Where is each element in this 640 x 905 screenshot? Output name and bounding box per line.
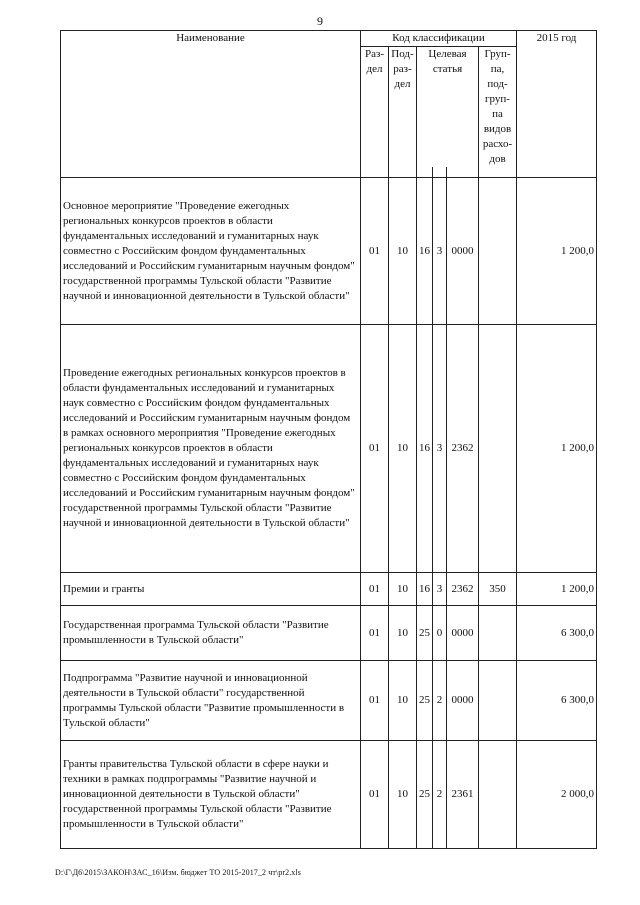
table-row (61, 573, 597, 606)
row-amount: 1 200,0 (517, 325, 597, 573)
cs-subcol-1 (417, 167, 433, 178)
header-year: 2015 год (517, 31, 597, 178)
budget-table (60, 30, 597, 849)
row-podrazdel: 10 (389, 741, 417, 849)
cs-subcol-2 (433, 167, 447, 178)
row-cs3: 0000 (447, 661, 479, 741)
row-vid (479, 606, 517, 661)
header-podrazdel: Под- раз- дел (389, 47, 417, 178)
row-name: Проведение ежегодных региональных конкурсов проектов в области фундаментальных исследований и гуманитарных наук совместно с Российским фондом фундаментальных исследований и Российским гуманитарным научным фондом в рамках основного мероприятия "Проведение ежегодных региональных конкурсов проектов в области фундаментальных исследований и гуманитарных наук совместно с Российским фондом фундаментальных исследований и Российским гуманитарным научным фондом" государственной программы Тульской области "Развитие научной и инновационной деятельности в Тульской области" (61, 325, 361, 573)
row-name: Государственная программа Тульской области "Развитие промышленности в Тульской области" (61, 606, 361, 661)
row-cs1: 25 (417, 606, 433, 661)
row-razdel: 01 (361, 178, 389, 325)
header-razdel: Раз- дел (361, 47, 389, 178)
row-cs2: 3 (433, 325, 447, 573)
row-podrazdel: 10 (389, 178, 417, 325)
page-number: 9 (317, 14, 323, 28)
table-row (61, 606, 597, 661)
file-path-footer: D:\Г\Д6\2015\ЗАКОН\ЗАС_16\Изм. бюджет ТО 2015-2017_2 чт\pr2.xls (55, 868, 301, 877)
row-name: Подпрограмма "Развитие научной и инновационной деятельности в Тульской области" государственной программы Тульской области "Развитие промышленности в Тульской области" (61, 661, 361, 741)
row-cs2: 2 (433, 661, 447, 741)
table-row (61, 741, 597, 849)
header-name: Наименование (61, 31, 361, 178)
row-name: Основное мероприятие "Проведение ежегодных региональных конкурсов проектов в области фундаментальных исследований и гуманитарных наук совместно с Российским фондом фундаментальных исследований и Российским гуманитарным научным фондом" государственной программы Тульской области "Развитие научной и инновационной деятельности в Тульской области" (61, 178, 361, 325)
row-name: Премии и гранты (61, 573, 361, 606)
row-cs1: 16 (417, 178, 433, 325)
row-amount: 1 200,0 (517, 573, 597, 606)
row-razdel: 01 (361, 325, 389, 573)
row-amount: 1 200,0 (517, 178, 597, 325)
row-cs3: 2362 (447, 325, 479, 573)
row-vid (479, 178, 517, 325)
row-name: Гранты правительства Тульской области в сфере науки и техники в рамках подпрограммы "Развитие научной и инновационной деятельности в Тульской области" государственной программы Тульской области "Развитие промышленности в Тульской области" (61, 741, 361, 849)
row-podrazdel: 10 (389, 661, 417, 741)
header-tselevaya-statya: Целевая статья (417, 47, 479, 168)
row-vid (479, 741, 517, 849)
row-cs1: 25 (417, 741, 433, 849)
row-podrazdel: 10 (389, 606, 417, 661)
row-cs3: 2362 (447, 573, 479, 606)
row-podrazdel: 10 (389, 325, 417, 573)
row-razdel: 01 (361, 606, 389, 661)
row-cs3: 0000 (447, 606, 479, 661)
header-vid-raskhodov: Груп- па, под- груп- па видов расхо- дов (479, 47, 517, 178)
row-cs2: 2 (433, 741, 447, 849)
row-razdel: 01 (361, 661, 389, 741)
row-cs3: 0000 (447, 178, 479, 325)
row-cs1: 16 (417, 573, 433, 606)
row-razdel: 01 (361, 573, 389, 606)
row-podrazdel: 10 (389, 573, 417, 606)
row-cs3: 2361 (447, 741, 479, 849)
row-cs1: 25 (417, 661, 433, 741)
table-row (61, 178, 597, 325)
row-amount: 2 000,0 (517, 741, 597, 849)
row-vid (479, 661, 517, 741)
cs-subcol-3 (447, 167, 479, 178)
row-amount: 6 300,0 (517, 661, 597, 741)
row-cs2: 0 (433, 606, 447, 661)
header-code-group: Код классификации (361, 31, 517, 47)
row-vid (479, 325, 517, 573)
row-vid: 350 (479, 573, 517, 606)
table-row (61, 661, 597, 741)
row-cs2: 3 (433, 573, 447, 606)
row-cs1: 16 (417, 325, 433, 573)
row-amount: 6 300,0 (517, 606, 597, 661)
row-razdel: 01 (361, 741, 389, 849)
row-cs2: 3 (433, 178, 447, 325)
table-row (61, 325, 597, 573)
